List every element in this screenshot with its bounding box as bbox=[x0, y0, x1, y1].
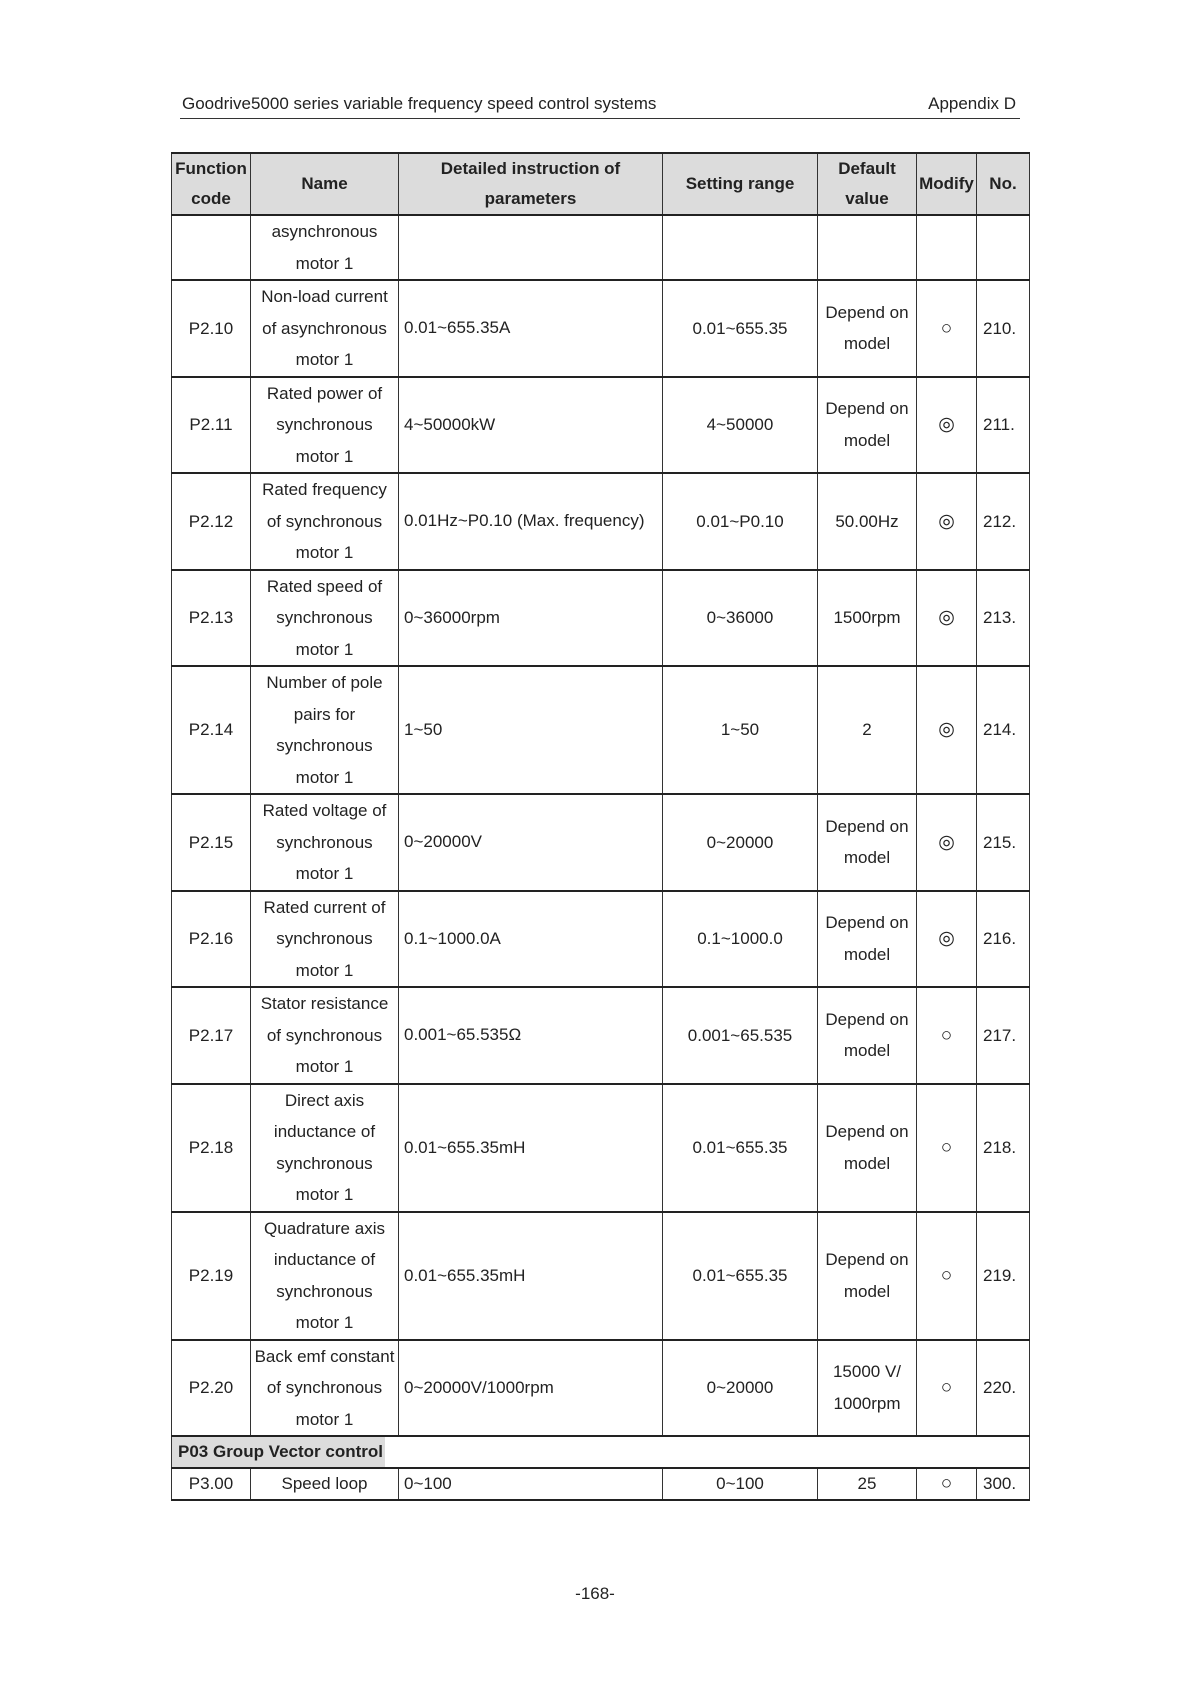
cell-description: 0~20000V/1000rpm bbox=[399, 1340, 663, 1437]
cell-code: P2.14 bbox=[172, 666, 251, 794]
cell-description bbox=[399, 215, 663, 280]
cell-name: Rated frequency of synchronous motor 1 bbox=[251, 473, 399, 570]
cell-number: 220. bbox=[977, 1340, 1030, 1437]
cell-name: Direct axis inductance of synchronous motor 1 bbox=[251, 1084, 399, 1212]
cell-name: Rated speed of synchronous motor 1 bbox=[251, 570, 399, 667]
table-row bbox=[172, 473, 1030, 570]
header-modify: Modify bbox=[917, 153, 977, 215]
cell-range: 0.001~65.535 bbox=[663, 987, 818, 1084]
cell-code: P2.20 bbox=[172, 1340, 251, 1437]
cell-code: P2.16 bbox=[172, 891, 251, 988]
table-row bbox=[172, 1340, 1030, 1437]
cell-default: Depend on model bbox=[818, 377, 917, 474]
cell-name: Back emf constant of synchronous motor 1 bbox=[251, 1340, 399, 1437]
cell-code: P2.11 bbox=[172, 377, 251, 474]
cell-default: Depend on model bbox=[818, 794, 917, 891]
table-row bbox=[172, 215, 1030, 280]
cell-range: 0.01~655.35 bbox=[663, 1212, 818, 1340]
table-row bbox=[172, 1212, 1030, 1340]
header-name: Name bbox=[251, 153, 399, 215]
cell-default: Depend on model bbox=[818, 891, 917, 988]
header-setting-range: Setting range bbox=[663, 153, 818, 215]
cell-code: P2.15 bbox=[172, 794, 251, 891]
cell-modify: ◎ bbox=[917, 891, 977, 988]
cell-range: 1~50 bbox=[663, 666, 818, 794]
cell-code: P2.17 bbox=[172, 987, 251, 1084]
cell-description: 1~50 bbox=[399, 666, 663, 794]
cell-range: 0~20000 bbox=[663, 1340, 818, 1437]
cell-default: Depend on model bbox=[818, 1084, 917, 1212]
header-default-value: Default value bbox=[818, 153, 917, 215]
table-row bbox=[172, 891, 1030, 988]
cell-number: 215. bbox=[977, 794, 1030, 891]
cell-modify: ○ bbox=[917, 1084, 977, 1212]
cell-number: 216. bbox=[977, 891, 1030, 988]
cell-description: 0.001~65.535Ω bbox=[399, 987, 663, 1084]
header-number: No. bbox=[977, 153, 1030, 215]
parameter-table bbox=[171, 152, 1030, 1501]
cell-modify bbox=[917, 215, 977, 280]
cell-code: P2.19 bbox=[172, 1212, 251, 1340]
cell-description: 0.01~655.35mH bbox=[399, 1212, 663, 1340]
section-label: Appendix D bbox=[928, 94, 1016, 113]
cell-modify: ○ bbox=[917, 987, 977, 1084]
group-header-row bbox=[172, 1436, 1030, 1468]
cell-range: 0~100 bbox=[663, 1468, 818, 1500]
cell-description: 0.01~655.35A bbox=[399, 280, 663, 377]
cell-number: 212. bbox=[977, 473, 1030, 570]
cell-default: 15000 V/ 1000rpm bbox=[818, 1340, 917, 1437]
cell-number: 300. bbox=[977, 1468, 1030, 1500]
cell-modify: ○ bbox=[917, 1468, 977, 1500]
cell-number: 214. bbox=[977, 666, 1030, 794]
cell-description: 4~50000kW bbox=[399, 377, 663, 474]
cell-default bbox=[818, 215, 917, 280]
cell-code: P2.13 bbox=[172, 570, 251, 667]
cell-number: 210. bbox=[977, 280, 1030, 377]
cell-default: Depend on model bbox=[818, 1212, 917, 1340]
cell-default: 2 bbox=[818, 666, 917, 794]
cell-default: Depend on model bbox=[818, 987, 917, 1084]
table-row bbox=[172, 280, 1030, 377]
cell-range: 0~36000 bbox=[663, 570, 818, 667]
header-function-code: Function code bbox=[172, 153, 251, 215]
cell-code: P2.10 bbox=[172, 280, 251, 377]
cell-number: 219. bbox=[977, 1212, 1030, 1340]
cell-number: 211. bbox=[977, 377, 1030, 474]
cell-name: Stator resistance of synchronous motor 1 bbox=[251, 987, 399, 1084]
cell-name: Rated power of synchronous motor 1 bbox=[251, 377, 399, 474]
cell-number: 213. bbox=[977, 570, 1030, 667]
cell-description: 0.01~655.35mH bbox=[399, 1084, 663, 1212]
page-number: -168- bbox=[575, 1584, 615, 1603]
cell-modify: ◎ bbox=[917, 473, 977, 570]
cell-number: 217. bbox=[977, 987, 1030, 1084]
cell-modify: ○ bbox=[917, 1340, 977, 1437]
cell-description: 0.1~1000.0A bbox=[399, 891, 663, 988]
table-row bbox=[172, 377, 1030, 474]
cell-name: Speed loop bbox=[251, 1468, 399, 1500]
cell-description: 0~20000V bbox=[399, 794, 663, 891]
cell-range: 4~50000 bbox=[663, 377, 818, 474]
cell-number bbox=[977, 215, 1030, 280]
cell-name: Non-load current of asynchronous motor 1 bbox=[251, 280, 399, 377]
cell-range: 0.01~655.35 bbox=[663, 280, 818, 377]
cell-range: 0.01~P0.10 bbox=[663, 473, 818, 570]
table-row bbox=[172, 570, 1030, 667]
cell-range: 0~20000 bbox=[663, 794, 818, 891]
cell-name: Rated current of synchronous motor 1 bbox=[251, 891, 399, 988]
cell-default: 25 bbox=[818, 1468, 917, 1500]
cell-range: 0.01~655.35 bbox=[663, 1084, 818, 1212]
cell-range bbox=[663, 215, 818, 280]
cell-default: 50.00Hz bbox=[818, 473, 917, 570]
cell-code: P3.00 bbox=[172, 1468, 251, 1500]
table-row bbox=[172, 1468, 1030, 1500]
cell-number: 218. bbox=[977, 1084, 1030, 1212]
cell-description: 0~100 bbox=[399, 1468, 663, 1500]
cell-name: Number of pole pairs for synchronous motor 1 bbox=[251, 666, 399, 794]
group-label: P03 Group Vector control bbox=[172, 1437, 385, 1467]
cell-modify: ◎ bbox=[917, 570, 977, 667]
cell-modify: ◎ bbox=[917, 794, 977, 891]
header-detailed-instruction: Detailed instruction of parameters bbox=[399, 153, 663, 215]
cell-range: 0.1~1000.0 bbox=[663, 891, 818, 988]
table-row bbox=[172, 987, 1030, 1084]
cell-modify: ○ bbox=[917, 1212, 977, 1340]
page-header bbox=[180, 92, 1020, 119]
table-header-row bbox=[172, 153, 1030, 215]
cell-default: Depend on model bbox=[818, 280, 917, 377]
cell-default: 1500rpm bbox=[818, 570, 917, 667]
cell-description: 0.01Hz~P0.10 (Max. frequency) bbox=[399, 473, 663, 570]
cell-modify: ○ bbox=[917, 280, 977, 377]
cell-name: Quadrature axis inductance of synchronous motor 1 bbox=[251, 1212, 399, 1340]
document-title: Goodrive5000 series variable frequency speed control systems bbox=[182, 94, 657, 113]
cell-name: asynchronous motor 1 bbox=[251, 215, 399, 280]
table-row bbox=[172, 666, 1030, 794]
cell-description: 0~36000rpm bbox=[399, 570, 663, 667]
table-row bbox=[172, 1084, 1030, 1212]
cell-code: P2.12 bbox=[172, 473, 251, 570]
cell-code bbox=[172, 215, 251, 280]
cell-code: P2.18 bbox=[172, 1084, 251, 1212]
cell-name: Rated voltage of synchronous motor 1 bbox=[251, 794, 399, 891]
table-row bbox=[172, 794, 1030, 891]
cell-modify: ◎ bbox=[917, 666, 977, 794]
cell-modify: ◎ bbox=[917, 377, 977, 474]
